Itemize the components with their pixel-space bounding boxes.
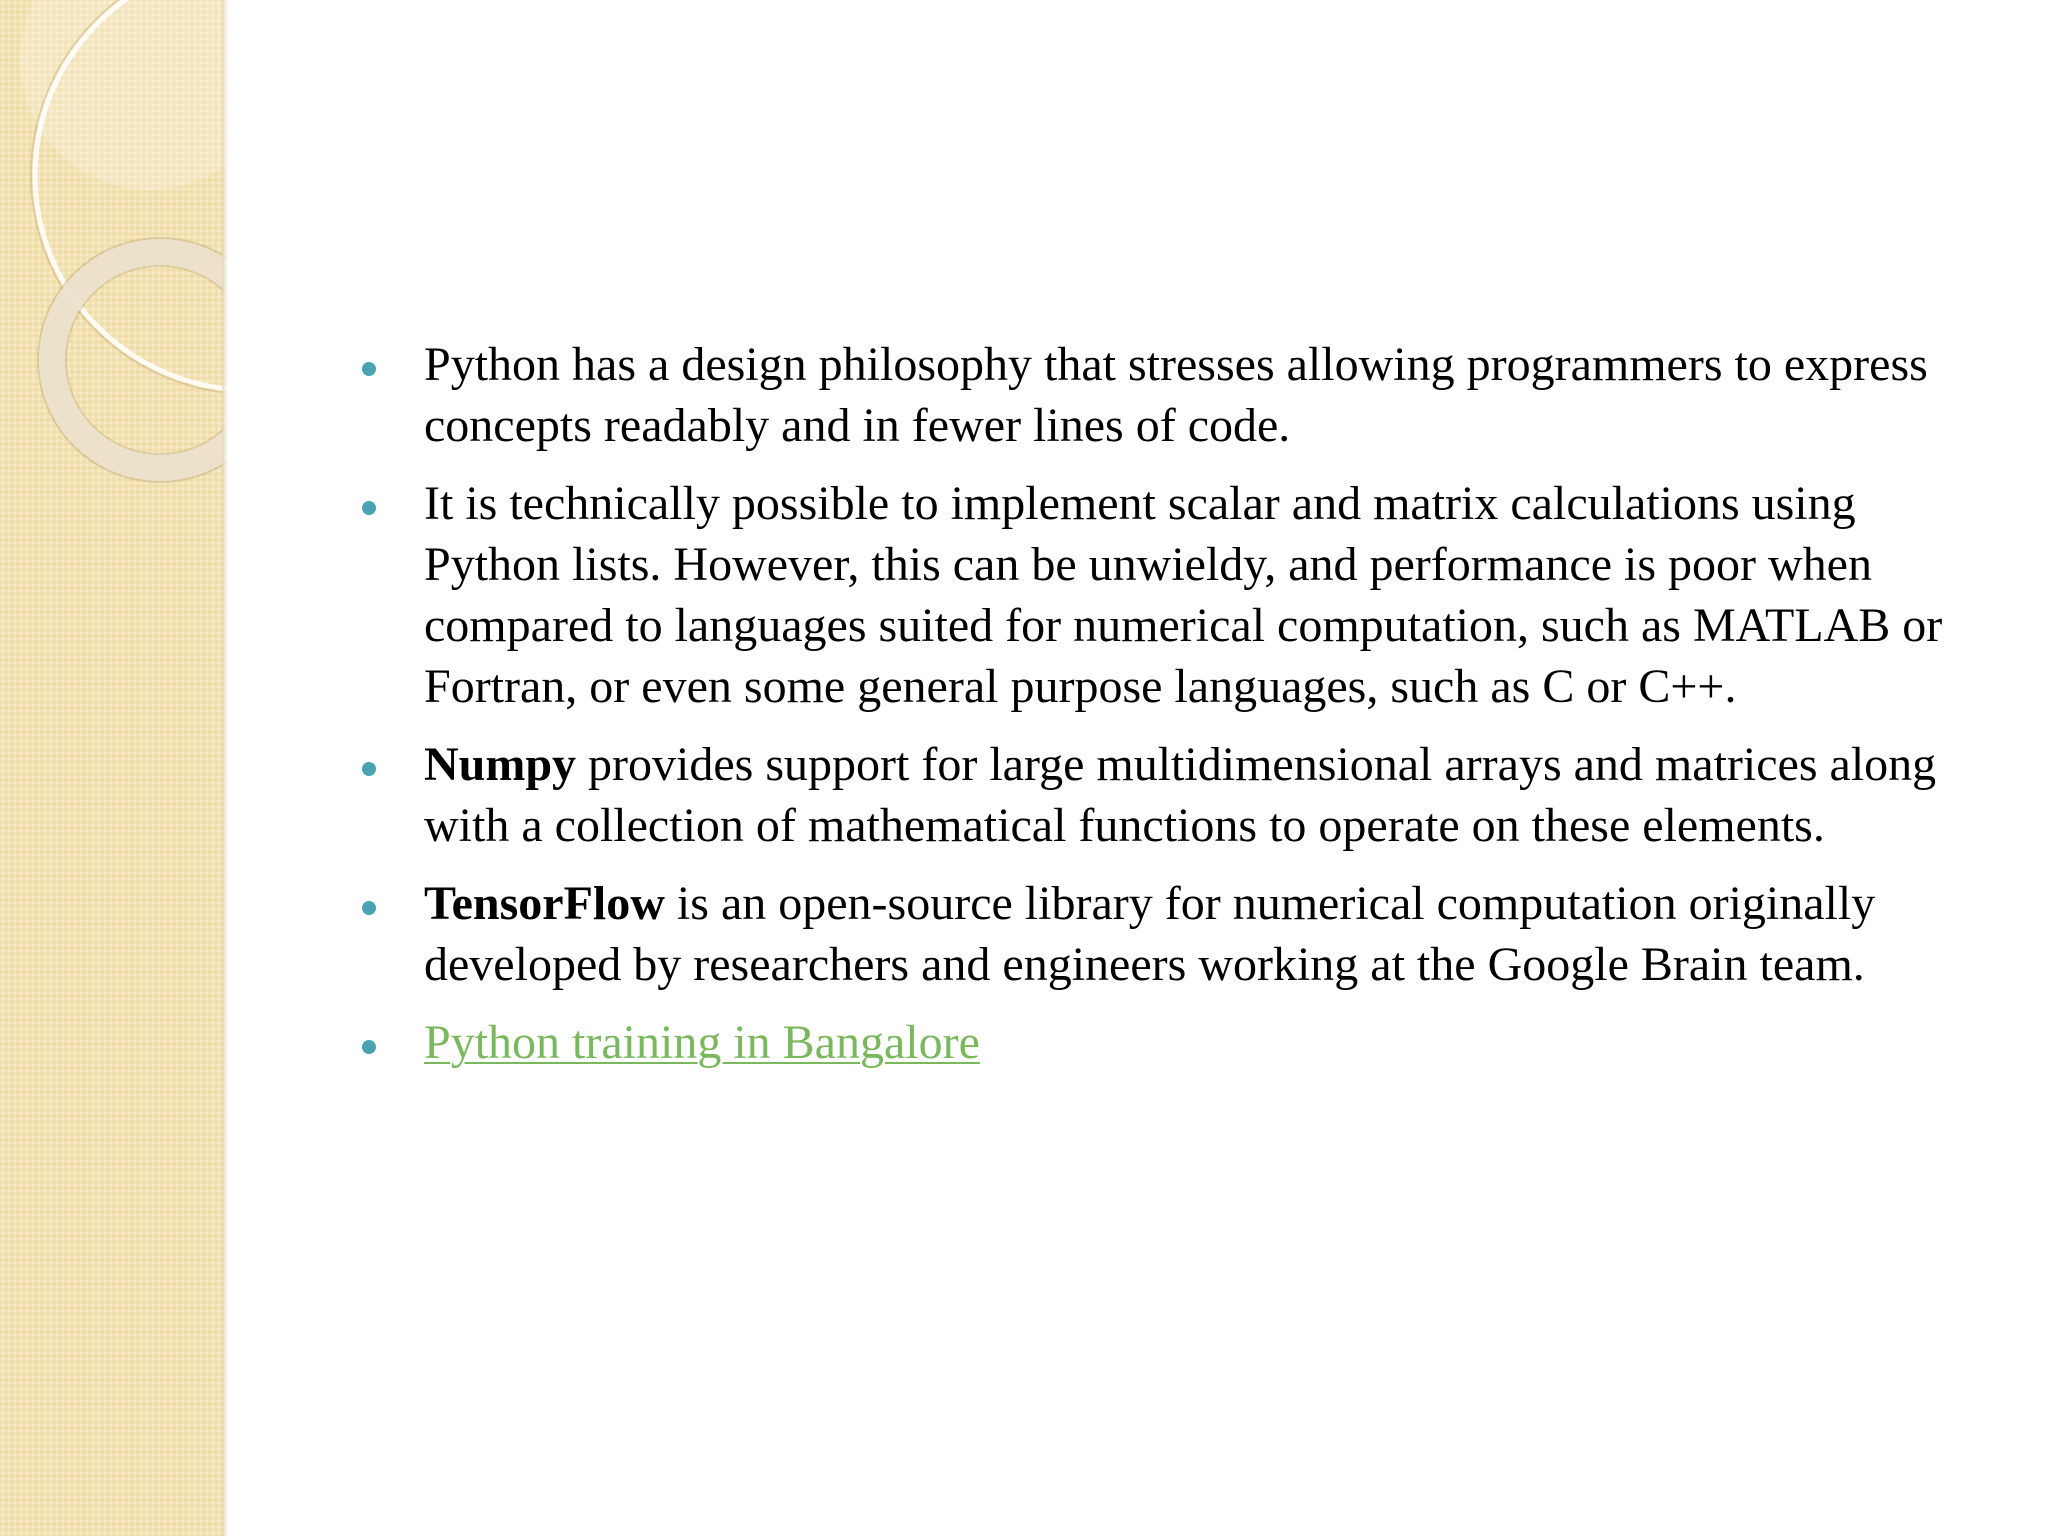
slide-content bbox=[354, 334, 1994, 1090]
bullet-text: provides support for large multidimensional arrays and matrices along with a collection of mathematical functions to operate on these elements. bbox=[424, 738, 1937, 852]
decorative-side-panel bbox=[0, 0, 228, 1536]
bullet-text: is an open-source library for numerical computation originally developed by researchers and engineers working at the Google Brain team. bbox=[424, 877, 1876, 991]
bullet-text: Python has a design philosophy that stresses allowing programmers to express concepts readably and in fewer lines of code. bbox=[424, 338, 1928, 452]
bullet-dot-icon bbox=[362, 901, 376, 915]
ring-decoration bbox=[0, 0, 228, 520]
bullet-term-tensorflow: TensorFlow bbox=[424, 877, 665, 930]
bullet-dot-icon bbox=[362, 1040, 376, 1054]
bullet-item-python-lists bbox=[354, 473, 1994, 717]
bullet-item-tensorflow bbox=[354, 873, 1994, 995]
bullet-text: It is technically possible to implement scalar and matrix calculations using Python lists. However, this can be unwieldy, and performance is poor when compared to languages suited for numerical computation, such as MATLAB or Fortran, or even some general purpose languages, such as C or C++. bbox=[424, 477, 1943, 713]
bullet-item-training-link bbox=[354, 1012, 1994, 1073]
bullet-item-numpy bbox=[354, 734, 1994, 856]
python-training-link[interactable]: Python training in Bangalore bbox=[424, 1016, 980, 1069]
bullet-item-python-philosophy bbox=[354, 334, 1994, 456]
bullet-term-numpy: Numpy bbox=[424, 738, 577, 791]
bullet-dot-icon bbox=[362, 501, 376, 515]
bullet-dot-icon bbox=[362, 762, 376, 776]
bullet-dot-icon bbox=[362, 362, 376, 376]
bullet-list bbox=[354, 334, 1994, 1073]
